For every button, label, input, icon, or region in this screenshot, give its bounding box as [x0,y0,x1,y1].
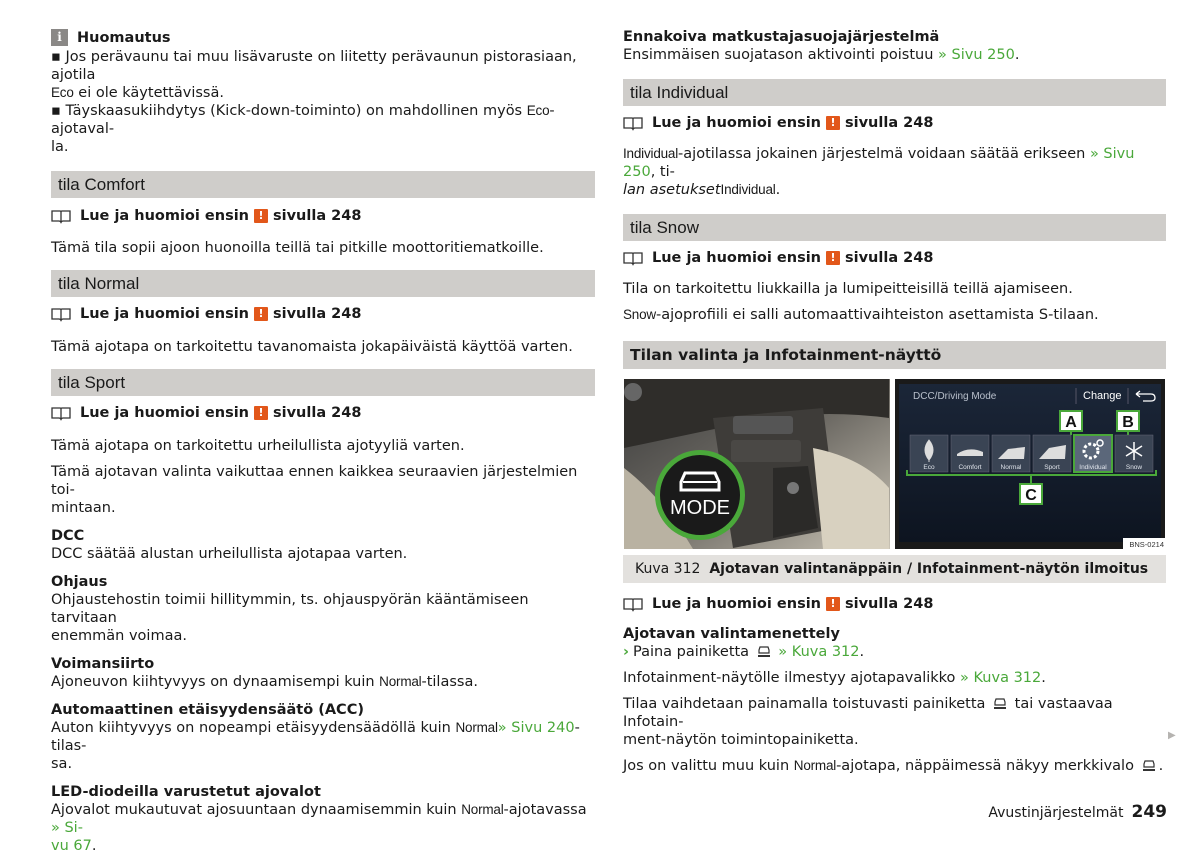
voimansiirto-title: Voimansiirto [51,656,155,672]
ohjaus-text: Ohjaustehostin toimii hillitymmin, ts. ohjauspyörän kääntämiseen tarvitaan enemmän voimaa. [51,592,529,644]
read-first-line: Lue ja huomioi ensin ! sivulla 248 [623,113,1166,133]
tile-label-sport: Sport [1044,464,1060,471]
book-icon [623,116,643,130]
ohjaus-title: Ohjaus [51,574,108,590]
callout-b: B [1122,414,1134,431]
read-first-line: Lue ja huomioi ensin ! sivulla 248 [623,594,1166,614]
book-icon [623,597,643,611]
sport-body-1: Tämä ajotapa on tarkoitettu urheilullista ajotyyliä varten. [51,438,465,454]
led-title: LED-diodeilla varustetut ajovalot [51,784,321,800]
acc-title: Automaattinen etäisyydensäätö (ACC) [51,702,364,718]
individual-body: Individual-ajotilassa jokainen järjestelmä voidaan säätää erikseen » Sivu 250, ti- lan asetuksetIndividual. [623,146,1135,198]
infotainment-text: Infotainment-näytölle ilmestyy ajotapavalikko » Kuva 312. [623,670,1046,686]
warning-icon: ! [254,406,268,420]
warning-icon: ! [826,597,840,611]
dcc-title: DCC [51,528,85,544]
book-icon [51,406,71,420]
voimansiirto-text: Ajoneuvon kiihtyvyys on dynaamisempi kuin Normal-tilassa. [51,674,478,690]
section-header-sport: tila Sport [51,369,595,396]
book-icon [51,209,71,223]
warning-icon: ! [254,307,268,321]
tile-label-eco: Eco [923,464,935,471]
note-line-1: ▪ Jos perävaunu tai muu lisävaruste on liitetty perävaunun pistorasiaan, ajotila Eco ei ole käytettävissä. [51,49,577,101]
acc-text: Auton kiihtyvyys on nopeampi etäisyydensäädöllä kuin Normal» Sivu 240-tilas- sa. [51,720,580,772]
read-first-line: Lue ja huomioi ensin ! sivulla 248 [623,248,1166,268]
note-line-2: ▪ Täyskaasukiihdytys (Kick-down-toiminto) on mahdollinen myös Eco-ajotaval- la. [51,103,555,155]
tile-label-normal: Normal [1000,464,1022,471]
led-text: Ajovalot mukautuvat ajosuuntaan dynaamisemmin kuin Normal-ajotavassa » Si- vu 67. [51,802,587,854]
figure-312 [623,378,1166,550]
mode-car-icon [993,697,1007,710]
info-icon: i [51,29,68,46]
note-heading [51,28,595,47]
warning-icon: ! [826,116,840,130]
book-icon [51,307,71,321]
screen-change-label: Change [1083,390,1122,402]
ennakoiva-text: Ensimmäisen suojatason aktivointi poistuu » Sivu 250. [623,47,1020,63]
right-column [623,28,1166,775]
read-first-line: Lue ja huomioi ensin ! sivulla 248 [51,403,595,423]
normal-body: Tämä ajotapa on tarkoitettu tavanomaista jokapäiväistä käyttöä varten. [51,339,573,355]
read-first-line: Lue ja huomioi ensin ! sivulla 248 [51,206,595,226]
page-number: 249 [1131,802,1167,822]
procedure-title: Ajotavan valintamenettely [623,626,840,642]
section-header-snow: tila Snow [623,214,1166,241]
section-header-normal: tila Normal [51,270,595,297]
tile-label-individual: Individual [1079,464,1107,471]
section-header-tilan-valinta: Tilan valinta ja Infotainment-näyttö [623,341,1166,369]
tilaa-text: Tilaa vaihdetaan painamalla toistuvasti painiketta tai vastaavaa Infotain- ment-näytön toimintopainiketta. [623,696,1113,748]
callout-a: A [1065,414,1077,431]
note-title: Huomautus [77,29,171,46]
sport-body-2: Tämä ajotavan valinta vaikuttaa ennen kaikkea seuraavien järjestelmien toi- mintaan. [51,464,578,516]
warning-icon: ! [826,251,840,265]
figure-caption: Kuva 312 Ajotavan valintanäppäin / Infotainment-näytön ilmoitus [623,555,1166,583]
left-column [51,28,595,855]
book-icon [623,251,643,265]
tile-label-comfort: Comfort [958,464,982,471]
procedure-step: › Paina painiketta » Kuva 312. [623,644,865,660]
acc-page-link[interactable]: » Sivu 240 [497,720,575,736]
mode-car-icon [1142,759,1156,772]
section-header-comfort: tila Comfort [51,171,595,198]
ennakoiva-title: Ennakoiva matkustajasuojajärjestelmä [623,29,940,45]
jos-text: Jos on valittu muu kuin Normal-ajotapa, näppäimessä näkyy merkkivalo . [623,758,1164,774]
figure-illustration [623,378,1166,550]
section-header-individual: tila Individual [623,79,1166,106]
mode-car-icon [757,645,771,658]
mode-button-label: MODE [670,497,730,519]
read-first-line: Lue ja huomioi ensin ! sivulla 248 [51,304,595,324]
continue-arrow-icon: ▶ [1168,730,1176,741]
page-footer [988,803,1167,822]
tile-label-snow: Snow [1125,464,1143,471]
callout-c: C [1025,487,1037,504]
dcc-text: DCC säätää alustan urheilullista ajotapaa varten. [51,546,408,562]
led-page-link[interactable]: » Si- [51,820,83,836]
infotainment-figure-link[interactable]: » Kuva 312 [960,670,1042,686]
led-page-link-cont[interactable]: vu 67 [51,838,92,854]
individual-page-link[interactable]: » Sivu 250 [623,146,1135,180]
figure-code: BNS-0214 [1129,540,1164,549]
warning-icon: ! [254,209,268,223]
ennakoiva-page-link[interactable]: » Sivu 250 [938,47,1015,63]
chapter-name: Avustinjärjestelmät [988,805,1124,821]
screen-title: DCC/Driving Mode [913,391,997,402]
comfort-body: Tämä tila sopii ajoon huonoilla teillä tai pitkille moottoritiematkoille. [51,240,544,256]
snow-body-2: Snow-ajoprofiili ei salli automaattivaihteiston asettamista S-tilaan. [623,307,1099,323]
snow-body-1: Tila on tarkoitettu liukkailla ja lumipeitteisillä teillä ajamiseen. [623,281,1073,297]
procedure-figure-link[interactable]: » Kuva 312 [778,644,860,660]
